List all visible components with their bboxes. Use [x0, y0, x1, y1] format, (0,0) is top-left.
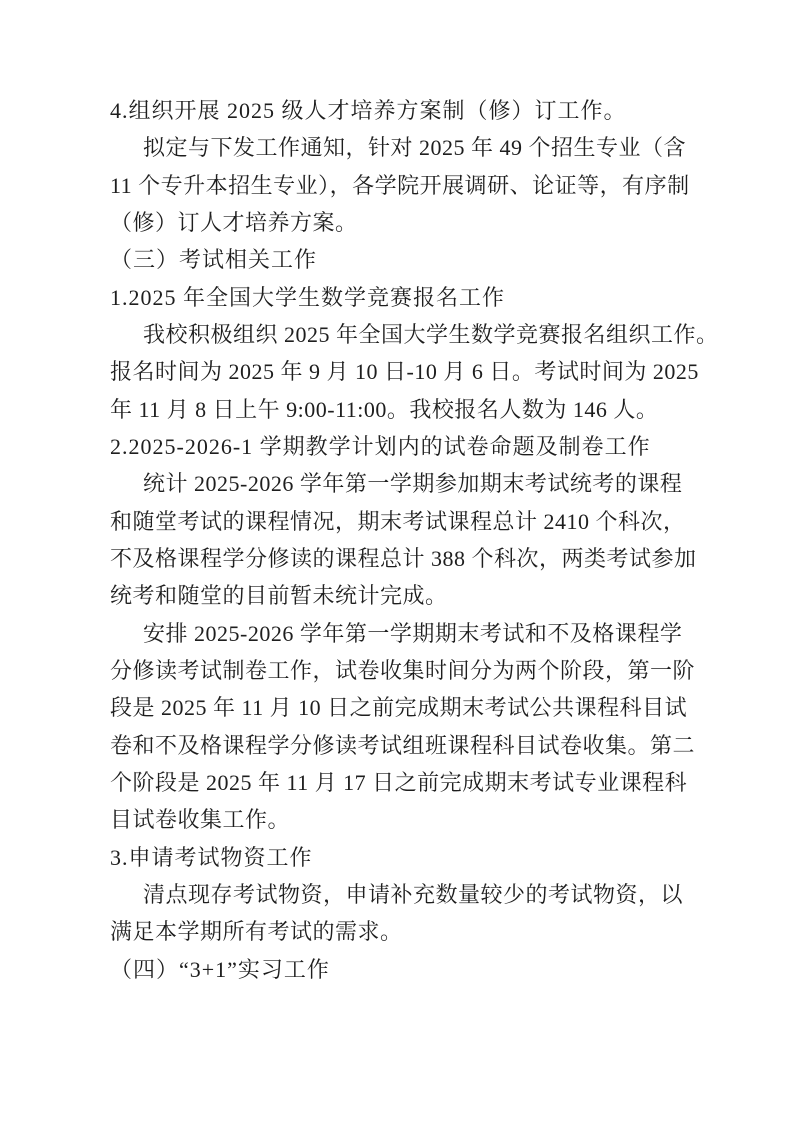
paragraph-line: 卷和不及格课程学分修读考试组班课程科目试卷收集。第二	[110, 732, 696, 758]
paragraph-line: 不及格课程学分修读的课程总计 388 个科次，两类考试参加	[110, 545, 697, 571]
paragraph-line: 统考和随堂的目前暂未统计完成。	[110, 583, 448, 609]
paragraph-line: 清点现存考试物资，申请补充数量较少的考试物资，以	[143, 881, 684, 907]
section-heading-3: （三）考试相关工作	[110, 247, 318, 273]
paragraph-line: 我校积极组织 2025 年全国大学生数学竞赛报名组织工作。	[143, 321, 719, 347]
paragraph-line: 拟定与下发工作通知，针对 2025 年 49 个招生专业（含	[143, 135, 687, 161]
paragraph-line: 报名时间为 2025 年 9 月 10 日-10 月 6 日。考试时间为 2025	[110, 359, 699, 385]
paragraph-line: 目试卷收集工作。	[110, 807, 291, 833]
paragraph-line: 段是 2025 年 11 月 10 日之前完成期末考试公共课程科目试	[110, 695, 688, 721]
paragraph-line: （修）订人才培养方案。	[110, 209, 358, 235]
paragraph-line: 年 11 月 8 日上午 9:00-11:00。我校报名人数为 146 人。	[110, 396, 659, 422]
numbered-heading-3b: 3.申请考试物资工作	[110, 844, 313, 870]
paragraph-line: 和随堂考试的课程情况，期末考试课程总计 2410 个科次，	[110, 508, 686, 534]
paragraph-line: 11 个专升本招生专业），各学院开展调研、论证等，有序制	[110, 172, 690, 198]
numbered-heading-2: 2.2025-2026-1 学期教学计划内的试卷命题及制卷工作	[110, 433, 651, 459]
numbered-heading-4: 4.组织开展 2025 级人才培养方案制（修）订工作。	[110, 98, 627, 123]
document-body	[110, 92, 719, 988]
paragraph-line: 个阶段是 2025 年 11 月 17 日之前完成期末考试专业课程科	[110, 769, 688, 795]
section-heading-4: （四）“3+1”实习工作	[110, 956, 330, 982]
numbered-heading-1: 1.2025 年全国大学生数学竞赛报名工作	[110, 284, 506, 310]
paragraph-line: 分修读考试制卷工作，试卷收集时间分为两个阶段，第一阶	[110, 657, 696, 683]
paragraph-line: 满足本学期所有考试的需求。	[110, 919, 403, 945]
paragraph-line: 统计 2025-2026 学年第一学期参加期末考试统考的课程	[143, 471, 683, 497]
paragraph-line: 安排 2025-2026 学年第一学期期末考试和不及格课程学	[143, 620, 683, 646]
